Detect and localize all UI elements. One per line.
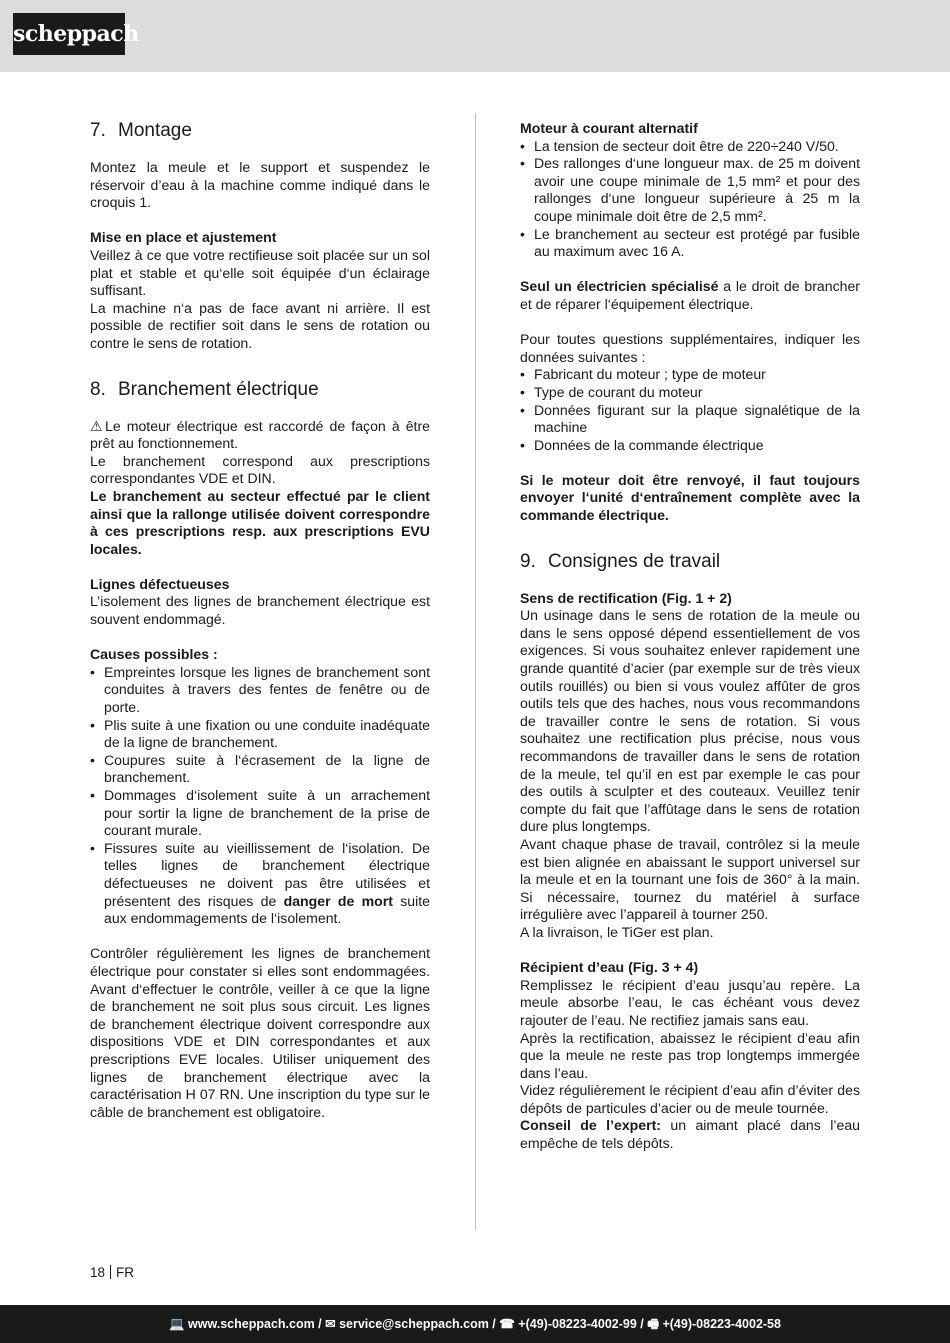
- vde-din-paragraph: Le branchement correspond aux prescriptions correspondantes VDE et DIN.: [90, 452, 430, 487]
- delivery-paragraph: A la livraison, le TiGer est plan.: [520, 923, 714, 940]
- scheppach-logo: scheppach: [13, 13, 125, 55]
- inspection-paragraph: Contrôler régulièrement les lignes de branchement électrique pour constater si elles sont endommagées. Avant d‘effectuer le contrôle, veiller à ce que la ligne de branchement ne soit plus sous circuit. Les lignes de branchement électrique doivent correspondre aux dispositions VDE et DIN correspondantes et aux prescriptions EVE locales. Utiliser uniquement des lignes de branchement électrique avec la caractérisation H 07 RN. Une inscription du type sur le câble de branchement est obligatoire.: [90, 945, 430, 1120]
- return-note: Si le moteur doit être renvoyé, il faut toujours envoyer l‘unité d‘entraînement complète avec la commande électrique.: [520, 471, 860, 524]
- defective-lines-subheading: Lignes défectueuses: [90, 575, 230, 592]
- list-item: • Fabricant du moteur ; type de moteur: [520, 366, 860, 384]
- client-connection-paragraph: Le branchement au secteur effectué par le client ainsi que la rallonge utilisée doivent correspondre à ces prescriptions resp. aux prescriptions EVU locales.: [90, 487, 430, 557]
- list-item: • Fissures suite au vieillissement de l‘isolation. De telles lignes de branchement électrique défectueuses ne doivent pas être utilisées et présentent des risques de danger de mort suite aux endommagements de l‘isolement.: [90, 840, 430, 928]
- list-item: • Plis suite à une fixation ou une conduite inadéquate de la ligne de branchement.: [90, 717, 430, 752]
- contact-info: 💻 www.scheppach.com / ✉ service@scheppach.com / ☎ +(49)-08223-4002-99 / 🖷 +(49)-08223-4002-58: [169, 1317, 781, 1331]
- causes-list: [90, 664, 430, 928]
- page-header: [0, 0, 950, 72]
- water-empty-paragraph: Videz régulièrement le récipient d’eau afin d’éviter des dépôts de particules d’acier ou de meule tournée.: [520, 1082, 860, 1116]
- causes-subheading: Causes possibles :: [90, 646, 218, 663]
- alignment-paragraph: Avant chaque phase de travail, contrôlez si la meule est bien alignée en abaissant le support universel sur la meule et en la tournant une fois de 360° à la main. Si nécessaire, tournez du matériel à surface irrégulière avec l’appareil à tourner 250.: [520, 835, 860, 923]
- water-lower-paragraph: Après la rectification, abaissez le récipient d’eau afin que la meule ne reste pas trop longtemps immergée dans l’eau.: [520, 1029, 860, 1081]
- list-item: • Coupures suite à l‘écrasement de la ligne de branchement.: [90, 752, 430, 787]
- grinding-direction-paragraph: Un usinage dans le sens de rotation de la meule ou dans le sens opposé dépend essentiellement de vos exigences. Si vous souhaitez enlever rapidement une grande quantité d’acier (par exemple sur de très vieux outils rouillés) ou bien si vous voulez affûter de gros outils tels que des haches, nous vous recommandons de travailler contre le sens de rotation. Si vous souhaitez une rectification plus précise, nous vous recommandons de travailler dans le sens de rotation de la meule, tel qu’il en est par exemple le cas pour des outils à sculpter et des couteaux. Veuillez tenir compte du fait que l’affûtage dans le sens de rotation dure plus longtemps.: [520, 607, 860, 835]
- section-8-heading: 8. Branchement électrique: [90, 378, 319, 400]
- motor-connected-paragraph: ⚠ Le moteur électrique est raccordé de façon à être prêt au fonctionnement.: [90, 417, 430, 452]
- montage-paragraph: Montez la meule et le support et suspendez le réservoir d’eau à la machine comme indiqué dans le croquis 1.: [90, 159, 430, 211]
- left-column: [90, 120, 430, 1121]
- placement-subheading: Mise en place et ajustement: [90, 229, 277, 246]
- list-item: • Dommages d‘isolement suite à un arrachement pour sortir la ligne de branchement de la prise de courant murale.: [90, 787, 430, 840]
- list-item: • Type de courant du moteur: [520, 384, 860, 402]
- list-item: • Des rallonges d‘une longueur max. de 25 m doivent avoir une coupe minimale de 1,5 mm² et pour des rallonges d‘une longueur supérieure à 25 m la coupe minimale doit être de 2,5 mm².: [520, 155, 860, 225]
- section-9-heading: 9. Consignes de travail: [520, 550, 721, 572]
- contact-footer: [0, 1305, 950, 1343]
- electrician-paragraph: Seul un électricien spécialisé a le droit de brancher et de réparer l‘équipement électrique.: [520, 278, 860, 312]
- page-number: 18 FR: [90, 1265, 135, 1280]
- grinding-direction-subheading: Sens de rectification (Fig. 1 + 2): [520, 589, 732, 606]
- questions-intro: Pour toutes questions supplémentaires, indiquer les données suivantes :: [520, 331, 860, 365]
- section-7-heading: 7. Montage: [90, 120, 192, 141]
- list-item: • Données figurant sur la plaque signalétique de la machine: [520, 402, 860, 437]
- water-tank-subheading: Récipient d’eau (Fig. 3 + 4): [520, 959, 699, 976]
- list-item: • Données de la commande électrique: [520, 437, 860, 455]
- placement-paragraph-2: La machine n‘a pas de face avant ni arrière. Il est possible de rectifier soit dans le sens de rotation ou contre le sens de rotation.: [90, 299, 430, 351]
- right-column: [520, 120, 860, 1153]
- ac-motor-list: [520, 138, 860, 261]
- column-divider: [475, 113, 476, 1230]
- list-item: • Le branchement au secteur est protégé par fusible au maximum avec 16 A.: [520, 226, 860, 261]
- ac-motor-subheading: Moteur à courant alternatif: [520, 120, 698, 136]
- list-item: • La tension de secteur doit être de 220÷240 V/50.: [520, 138, 860, 156]
- placement-paragraph-1: Veillez à ce que votre rectifieuse soit placée sur un sol plat et stable et qu‘elle soit équipée d‘un éclairage suffisant.: [90, 246, 430, 299]
- water-fill-paragraph: Remplissez le récipient d’eau jusqu’au repère. La meule absorbe l’eau, le cas échéant vous devez rajouter de l’eau. Ne rectifiez jamais sans eau.: [520, 976, 860, 1028]
- expert-tip-paragraph: Conseil de l’expert: un aimant placé dans l’eau empêche de tels dépôts.: [520, 1117, 860, 1152]
- list-item: • Empreintes lorsque les lignes de branchement sont conduites à travers des fentes de fenêtre ou de porte.: [90, 664, 430, 717]
- warning-icon: ⚠: [90, 417, 103, 434]
- questions-list: [520, 366, 860, 454]
- defective-lines-paragraph: L’isolement des lignes de branchement électrique est souvent endommagé.: [90, 593, 430, 628]
